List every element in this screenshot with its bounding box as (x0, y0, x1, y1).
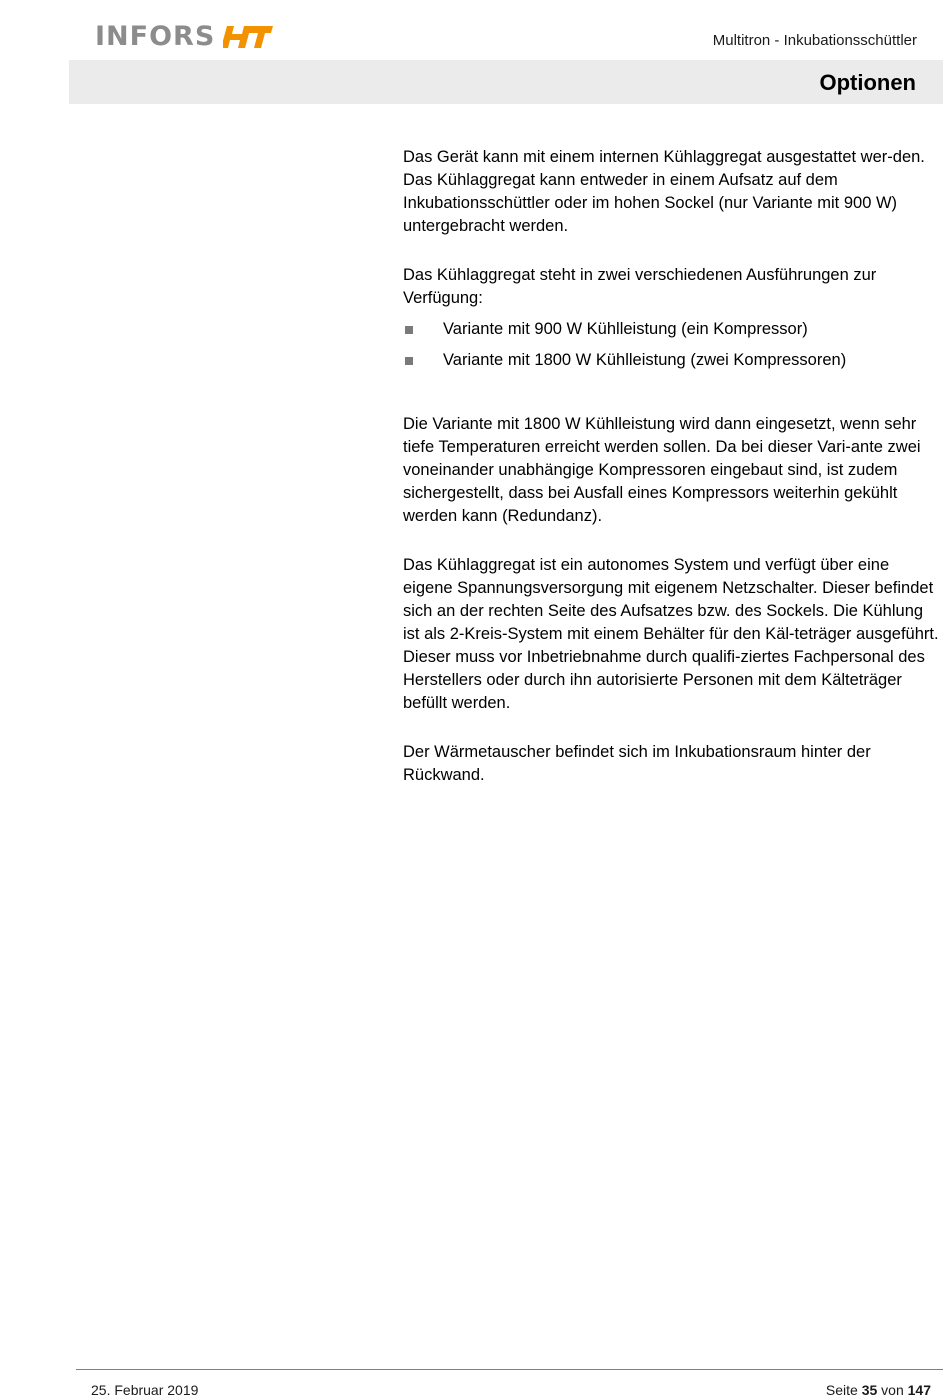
ht-logo-mark (223, 24, 273, 50)
paragraph-cooling-unit-intro: Das Gerät kann mit einem internen Kühlaggregat ausgestattet wer-den. Das Kühlaggregat kann entweder in einem Aufsatz auf dem Inkubationsschüttler oder im hohen Sockel (nur Variante mit 900 W) untergebracht werden. (403, 148, 925, 235)
paragraph-variants-lead: Das Kühlaggregat steht in zwei verschiedenen Ausführungen zur Verfügung: (403, 266, 877, 307)
square-bullet-icon (405, 326, 413, 334)
variant-list (403, 314, 943, 376)
footer-page-number (826, 1382, 931, 1398)
page-current: 35 (861, 1382, 878, 1398)
list-item (403, 345, 943, 376)
footer-date: 25. Februar 2019 (91, 1382, 199, 1398)
footer-divider (76, 1369, 943, 1370)
section-header-band (69, 60, 943, 104)
list-item (403, 314, 943, 345)
logo-wordmark: INFORS (95, 21, 216, 52)
page-prefix: Seite (825, 1382, 858, 1398)
list-item-text: Variante mit 900 W Kühlleistung (ein Kompressor) (443, 320, 808, 338)
paragraph-autonomous-system: Das Kühlaggregat ist ein autonomes System und verfügt über eine eigene Spannungsversorgung mit eigenem Netzschalter. Dieser befindet sich an der rechten Seite des Aufsatzes bzw. des Sockels. Die Kühlung ist als 2-Kreis-System mit einem Behälter für den Käl-teträger ausgeführt. Dieser muss vor Inbetriebnahme durch qualifi-ziertes Fachpersonal des Herstellers oder durch ihn autorisierte Personen mit dem Kälteträger befüllt werden. (403, 556, 939, 712)
square-bullet-icon (405, 357, 413, 365)
page-total: 147 (907, 1382, 931, 1398)
document-title: Multitron - Inkubationsschüttler (712, 32, 917, 49)
page-separator: von (881, 1382, 904, 1398)
infors-ht-logo (95, 22, 273, 52)
main-content (403, 146, 943, 813)
list-item-text: Variante mit 1800 W Kühlleistung (zwei Kompressoren) (443, 351, 847, 369)
paragraph-heat-exchanger: Der Wärmetauscher befindet sich im Inkubationsraum hinter der Rückwand. (403, 743, 871, 784)
paragraph-1800w-variant: Die Variante mit 1800 W Kühlleistung wird dann eingesetzt, wenn sehr tiefe Temperaturen erreicht werden sollen. Da bei dieser Vari-ante zwei voneinander unabhängige Kompressoren eingebaut sind, ist zudem sichergestellt, dass bei Ausfall eines Kompressors weiterhin gekühlt werden kann (Redundanz). (403, 415, 921, 525)
section-title: Optionen (819, 70, 916, 95)
